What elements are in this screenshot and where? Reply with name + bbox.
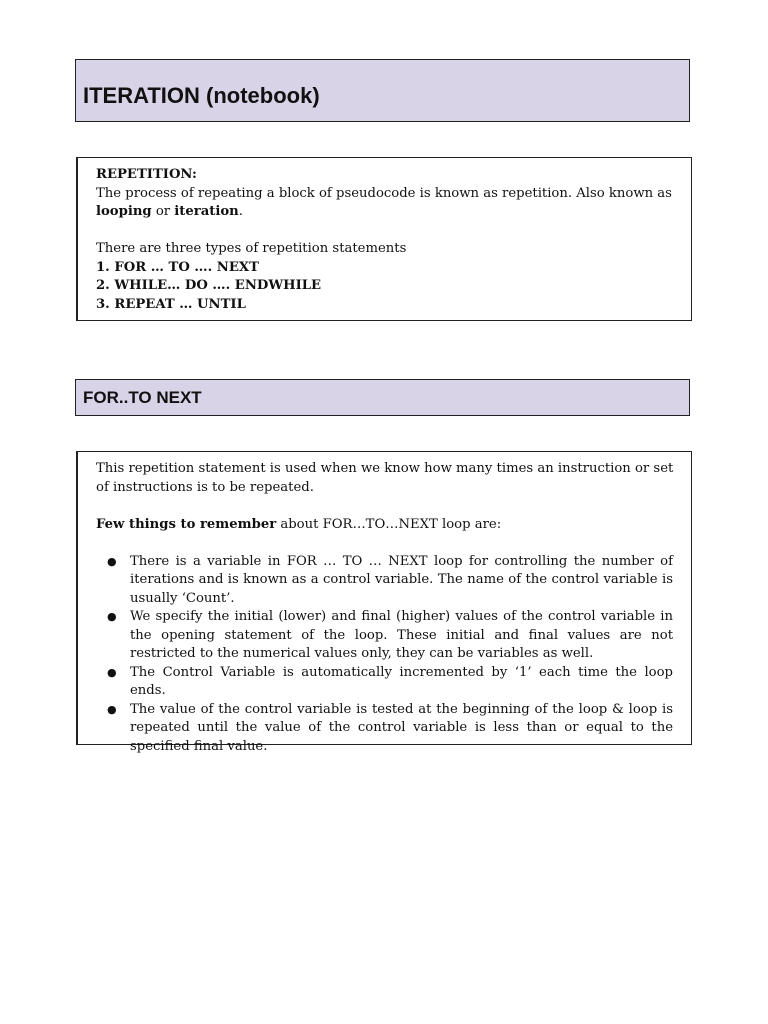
list-item [96, 553, 673, 609]
period: . [238, 204, 243, 219]
iteration-term: iteration [174, 204, 239, 219]
type-while-do: 2. WHILE… DO …. ENDWHILE [96, 278, 322, 293]
type-repeat-until: 3. REPEAT … UNTIL [96, 296, 246, 312]
looping-term: looping [96, 204, 152, 219]
remember-rest: about FOR…TO…NEXT loop are: [276, 516, 502, 532]
list-item-text: We specify the initial (lower) and final (higher) values of the control variable in the opening statement of the loop. These initial and final values are not restricted to the numerical values only, they can be variables as well. [130, 609, 673, 661]
for-to-next-title: FOR..TO NEXT [75, 379, 690, 416]
list-item-text: There is a variable in FOR … TO … NEXT loop for controlling the number of iterations and is known as a control variable. The name of the control variable is usually ‘Count’. [130, 553, 673, 606]
repetition-aliases [96, 203, 673, 222]
bullet-icon: ● [107, 702, 117, 716]
bullet-icon: ● [107, 665, 117, 679]
intro-line-2: of instructions is to be repeated. [96, 479, 314, 495]
type-for-to-next: 1. FOR … TO …. NEXT [96, 259, 259, 275]
remember-line [96, 516, 673, 535]
list-item-text: The value of the control variable is tested at the beginning of the loop & loop is repeated until the value of the control variable is less than or equal to the specified final value. [130, 701, 673, 754]
bullet-icon: ● [107, 554, 117, 568]
repetition-heading: REPETITION: [96, 167, 197, 182]
list-item [96, 701, 673, 757]
list-item [96, 664, 673, 701]
remember-list [96, 553, 673, 757]
intro-line-1: This repetition statement is used when we know how many times an instruction or set [96, 461, 674, 476]
remember-bold: Few things to remember [96, 516, 277, 532]
for-to-next-box [76, 451, 692, 754]
repetition-box [76, 157, 692, 321]
types-intro: There are three types of repetition statements [96, 241, 407, 256]
bullet-icon: ● [107, 610, 117, 623]
list-item [96, 608, 673, 664]
repetition-definition-line: The process of repeating a block of pseudocode is known as repetition. Also known as [96, 185, 672, 201]
iteration-title: ITERATION (notebook) [75, 59, 690, 122]
or-connector: or [151, 204, 175, 219]
list-item-text: The Control Variable is automatically incremented by ‘1’ each time the loop ends. [130, 664, 673, 698]
